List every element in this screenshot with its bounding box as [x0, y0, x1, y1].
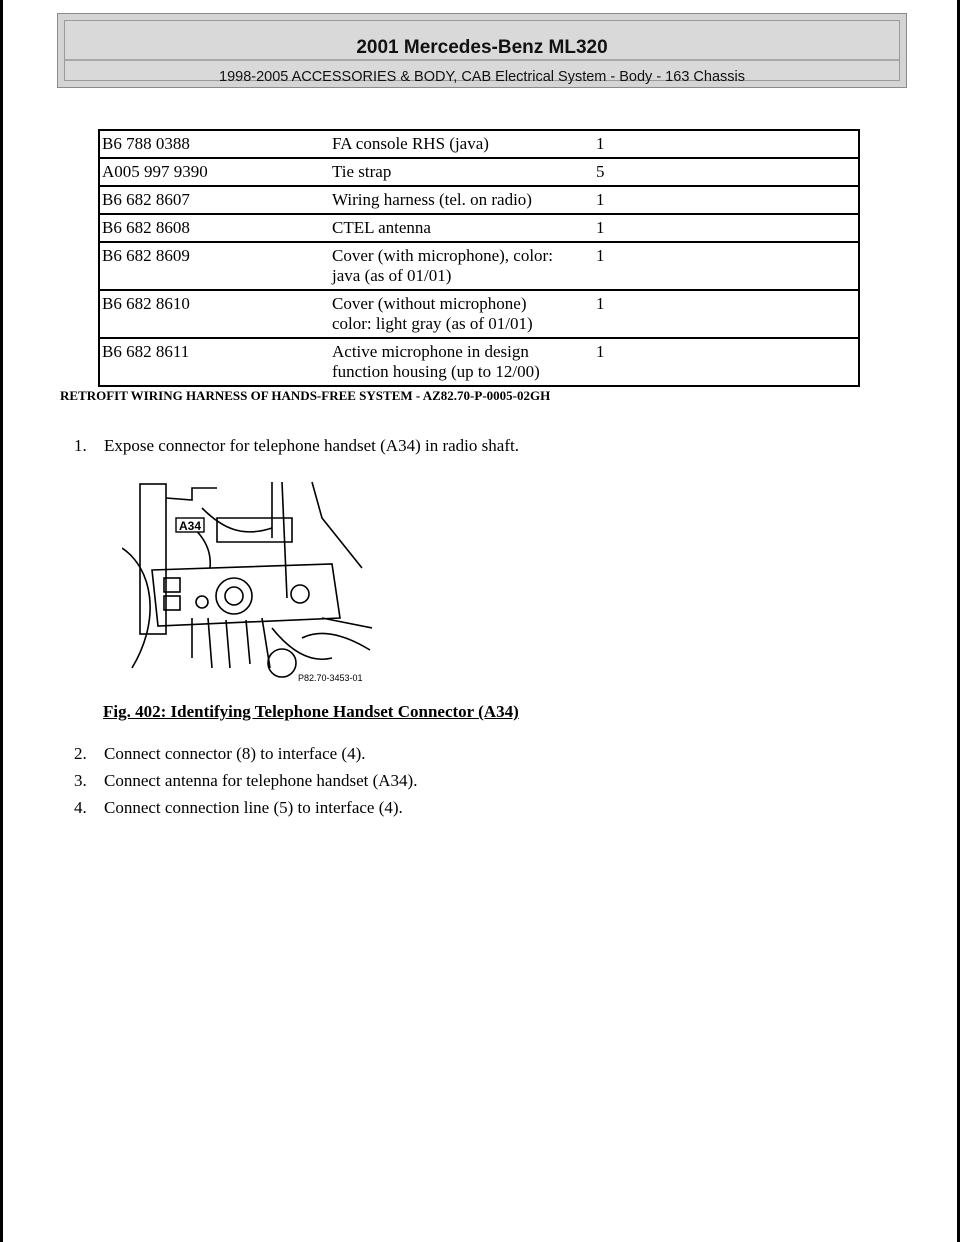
quantity-cell: 1	[594, 186, 859, 214]
description-cell	[330, 214, 594, 242]
step-text: Expose connector for telephone handset (A34) in radio shaft.	[104, 436, 519, 455]
description-line: Cover (without microphone)	[332, 294, 527, 313]
description-cell	[330, 338, 594, 386]
table-row	[99, 214, 859, 242]
table-row	[99, 158, 859, 186]
table-row	[99, 290, 859, 338]
quantity-cell: 1	[594, 130, 859, 158]
description-cell	[330, 158, 594, 186]
step-3	[74, 771, 417, 791]
description-line: color: light gray (as of 01/01)	[332, 314, 533, 333]
step-text: Connect connector (8) to interface (4).	[104, 744, 366, 763]
part-number-cell: B6 682 8611	[99, 338, 330, 386]
part-number-cell: B6 682 8608	[99, 214, 330, 242]
description-line: CTEL antenna	[332, 218, 431, 237]
step-4	[74, 798, 403, 818]
header-divider	[65, 59, 899, 61]
description-cell	[330, 130, 594, 158]
description-line: Tie strap	[332, 162, 392, 181]
page-border-left	[0, 0, 3, 1242]
step-number: 2.	[74, 744, 87, 763]
parts-table	[98, 129, 860, 387]
description-cell	[330, 186, 594, 214]
description-line: FA console RHS (java)	[332, 134, 489, 153]
description-line: Active microphone in design	[332, 342, 529, 361]
table-row	[99, 242, 859, 290]
step-number: 1.	[74, 436, 87, 455]
description-cell	[330, 290, 594, 338]
figure-callout-label: A34	[179, 519, 202, 533]
description-line: java (as of 01/01)	[332, 266, 452, 285]
quantity-cell: 1	[594, 290, 859, 338]
document-header	[57, 13, 907, 88]
step-text: Connect antenna for telephone handset (A34).	[104, 771, 418, 790]
table-row	[99, 338, 859, 386]
quantity-cell: 1	[594, 242, 859, 290]
step-number: 3.	[74, 771, 87, 790]
part-number-cell: B6 682 8607	[99, 186, 330, 214]
header-title: 2001 Mercedes-Benz ML320	[356, 37, 608, 58]
header-inner-frame	[64, 20, 900, 85]
figure-reference-code: P82.70-3453-01	[298, 673, 363, 683]
quantity-cell: 1	[594, 214, 859, 242]
step-2	[74, 744, 366, 764]
part-number-cell: B6 682 8610	[99, 290, 330, 338]
part-number-cell: B6 682 8609	[99, 242, 330, 290]
figure-caption[interactable]: Fig. 402: Identifying Telephone Handset Connector (A34)	[103, 702, 519, 721]
table-row	[99, 130, 859, 158]
step-number: 4.	[74, 798, 87, 817]
description-cell	[330, 242, 594, 290]
section-heading: RETROFIT WIRING HARNESS OF HANDS-FREE SYSTEM - AZ82.70-P-0005-02GH	[60, 388, 551, 403]
description-line: Wiring harness (tel. on radio)	[332, 190, 532, 209]
step-1	[74, 436, 519, 456]
quantity-cell: 1	[594, 338, 859, 386]
description-line: function housing (up to 12/00)	[332, 362, 540, 381]
quantity-cell: 5	[594, 158, 859, 186]
part-number-cell: A005 997 9390	[99, 158, 330, 186]
description-line: Cover (with microphone), color:	[332, 246, 553, 265]
header-subtitle: 1998-2005 ACCESSORIES & BODY, CAB Electrical System - Body - 163 Chassis	[219, 69, 745, 85]
telephone-connector-figure	[122, 478, 372, 688]
step-text: Connect connection line (5) to interface (4).	[104, 798, 403, 817]
part-number-cell: B6 788 0388	[99, 130, 330, 158]
table-row	[99, 186, 859, 214]
